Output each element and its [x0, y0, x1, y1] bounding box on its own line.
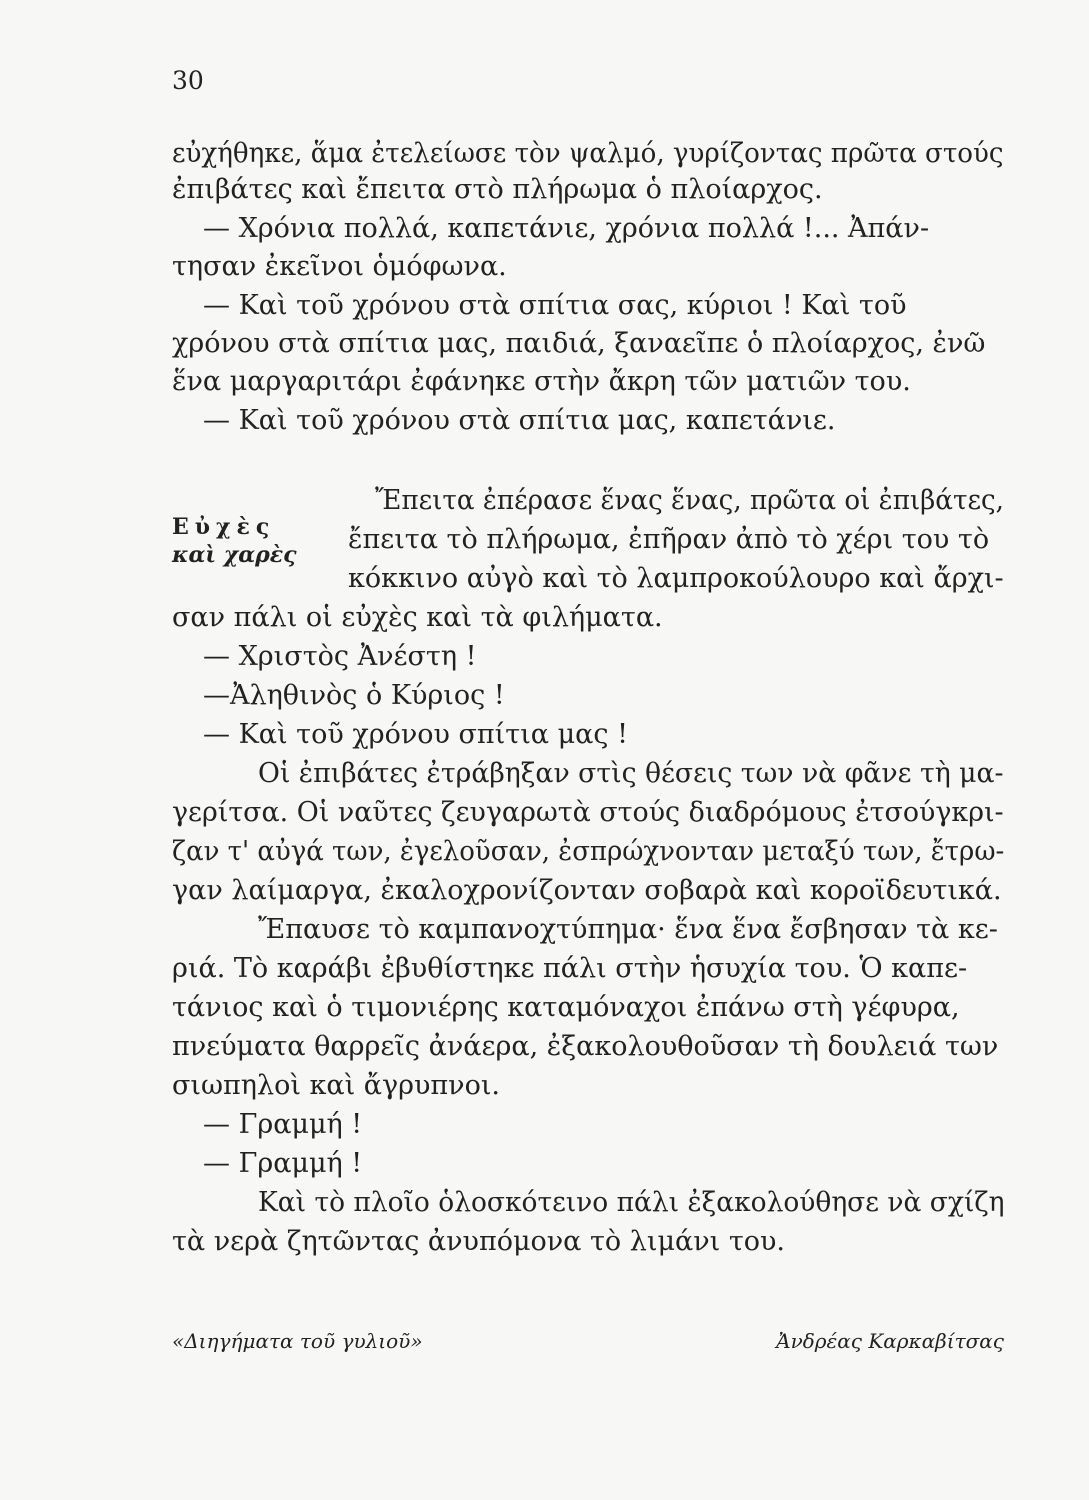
margin-heading-line-2: καὶ χαρὲς: [172, 542, 297, 568]
margin-heading: [172, 513, 297, 569]
text-line: γερίτσα. Οἱ ναῦτες ζευγαρωτὰ στούς διαδρόμους ἐτσούγκρι-: [172, 797, 1004, 828]
text-line: γαν λαίμαργα, ἐκαλοχρονίζονταν σοβαρὰ καὶ κοροϊδευτικά.: [172, 875, 1002, 906]
text-line: — Γραμμή !: [203, 1109, 363, 1140]
footer-author: Ἀνδρέας Καρκαβίτσας: [776, 1329, 1004, 1353]
text-line: τάνιος καὶ ὁ τιμονιέρης καταμόναχοι ἐπάνω στὴ γέφυρα,: [172, 992, 960, 1023]
text-line: ριά. Τὸ καράβι ἐβυθίστηκε πάλι στὴν ἡσυχία του. Ὁ καπε-: [172, 953, 968, 984]
text-line: ἐπιβάτες καὶ ἔπειτα στὸ πλήρωμα ὁ πλοίαρχος.: [172, 174, 823, 205]
text-line: Ἔπειτα ἐπέρασε ἕνας ἕνας, πρῶτα οἱ ἐπιβάτες,: [375, 485, 1004, 516]
text-line: — Γραμμή !: [203, 1148, 363, 1179]
text-line: Ἔπαυσε τὸ καμπανοχτύπημα· ἕνα ἕνα ἔσβησαν τὰ κε-: [258, 914, 998, 945]
text-line: πνεύματα θαρρεῖς ἀνάερα, ἐξακολουθοῦσαν τὴ δουλειά των: [172, 1031, 999, 1062]
text-line: — Χρόνια πολλά, καπετάνιε, χρόνια πολλά !... Ἀπάν-: [203, 213, 930, 244]
text-line: εὐχήθηκε, ἅμα ἐτελείωσε τὸν ψαλμό, γυρίζοντας πρῶτα στούς: [172, 138, 1004, 169]
text-line: τησαν ἐκεῖνοι ὁμόφωνα.: [172, 251, 507, 282]
text-line: ἕνα μαργαριτάρι ἐφάνηκε στὴν ἄκρη τῶν ματιῶν του.: [172, 366, 911, 397]
text-line: χρόνου στὰ σπίτια μας, παιδιά, ξαναεῖπε ὁ πλοίαρχος, ἐνῶ: [172, 328, 986, 359]
text-line: σιωπηλοὶ καὶ ἄγρυπνοι.: [172, 1070, 501, 1101]
margin-heading-line-1: Εὐχὲς: [172, 514, 276, 540]
text-line: Καὶ τὸ πλοῖο ὁλοσκότεινο πάλι ἐξακολούθησε νὰ σχίζη: [258, 1187, 1005, 1218]
page-number: 30: [172, 66, 204, 95]
text-line: ζαν τ' αὐγά των, ἐγελοῦσαν, ἐσπρώχνονταν μεταξύ των, ἔτρω-: [172, 836, 1005, 867]
text-line: Οἱ ἐπιβάτες ἐτράβηξαν στὶς θέσεις των νὰ φᾶνε τὴ μα-: [258, 758, 1004, 789]
text-line: — Καὶ τοῦ χρόνου σπίτια μας !: [203, 719, 628, 750]
text-line: — Χριστὸς Ἀνέστη !: [203, 641, 477, 672]
text-line: κόκκινο αὐγὸ καὶ τὸ λαμπροκούλουρο καὶ ἄρχι-: [348, 563, 1004, 594]
text-line: τὰ νερὰ ζητῶντας ἀνυπόμονα τὸ λιμάνι του.: [172, 1226, 786, 1257]
text-line: —Ἀληθινὸς ὁ Κύριος !: [203, 680, 505, 711]
text-line: — Καὶ τοῦ χρόνου στὰ σπίτια σας, κύριοι ! Καὶ τοῦ: [203, 290, 907, 321]
text-line: ἔπειτα τὸ πλήρωμα, ἐπῆραν ἀπὸ τὸ χέρι του τὸ: [348, 524, 990, 555]
text-line: — Καὶ τοῦ χρόνου στὰ σπίτια μας, καπετάνιε.: [203, 405, 836, 436]
footer-source: «Διηγήματα τοῦ γυλιοῦ»: [172, 1329, 423, 1353]
text-line: σαν πάλι οἱ εὐχὲς καὶ τὰ φιλήματα.: [172, 602, 663, 633]
